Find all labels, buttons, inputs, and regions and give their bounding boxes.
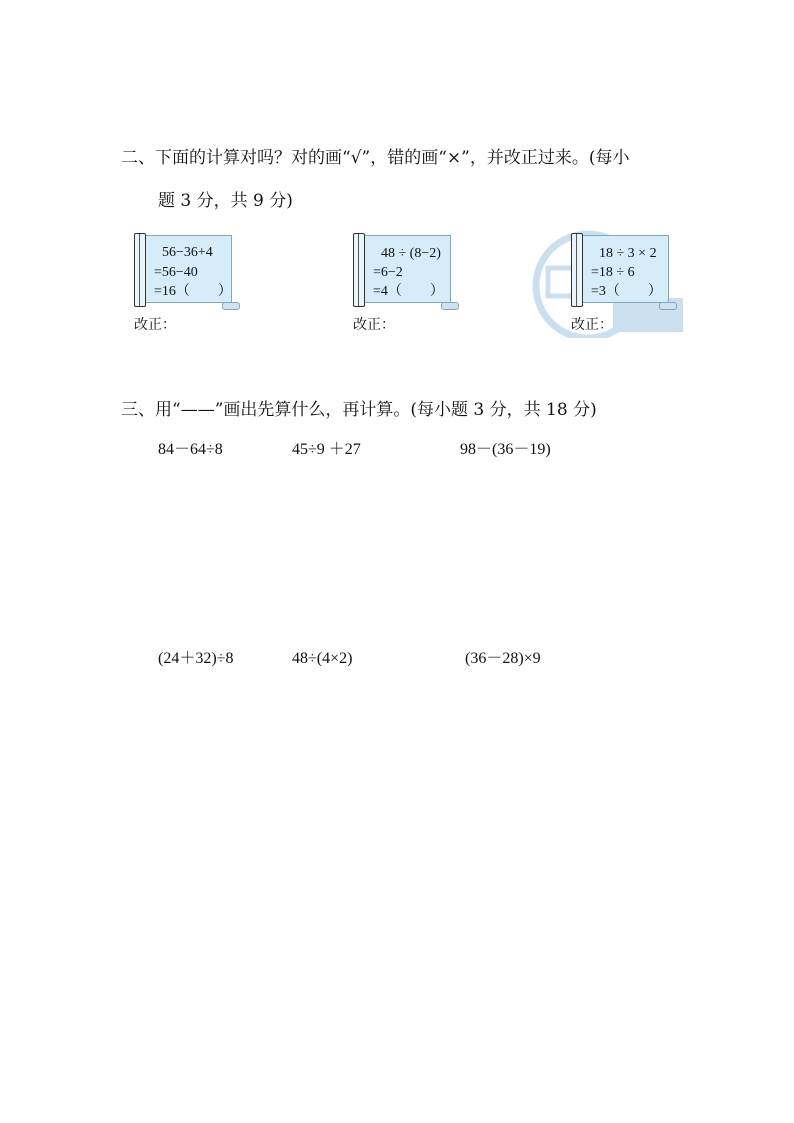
section3-instruction: 三、用“——”画出先算什么，再计算。(每小题 3 分，共 18 分) [121,400,597,420]
expression-2: 45÷9 ＋27 [292,441,361,458]
expression-1: 84－64÷8 [158,441,223,458]
expression-5: 48÷(4×2) [292,650,353,667]
problem-1-fix-label: 改正： [134,317,176,333]
problem-2-line-2: =6−2 [373,265,403,280]
scroll-roller [353,233,365,307]
section2-instruction-line2: 题 3 分，共 9 分) [158,191,293,211]
problem-card-1 [134,233,234,308]
problem-1-line-2: =56−40 [154,265,198,280]
problem-3-line-3: =3（ ） [591,284,662,299]
problem-1-line-3: =16（ ） [154,284,232,299]
problem-3-line-2: =18 ÷ 6 [591,265,635,280]
problem-2-line-3: =4（ ） [373,284,444,299]
expression-3: 98－(36－19) [460,441,551,458]
problem-card-3 [571,233,671,308]
problem-2-fix-label: 改正： [353,317,395,333]
scroll-roller [571,233,583,307]
problem-card-2 [353,233,453,308]
expression-4: (24＋32)÷8 [158,650,234,667]
problem-3-fix-label: 改正： [571,317,613,333]
expression-6: (36－28)×9 [465,650,541,667]
scroll-roller [134,233,146,307]
problem-3-line-1: 18 ÷ 3 × 2 [599,246,657,261]
problem-1-line-1: 56−36+4 [162,245,213,260]
section2-instruction-line1: 二、下面的计算对吗？对的画“√”，错的画“×”，并改正过来。(每小 [121,148,630,168]
problem-2-line-1: 48 ÷ (8−2) [381,246,441,261]
